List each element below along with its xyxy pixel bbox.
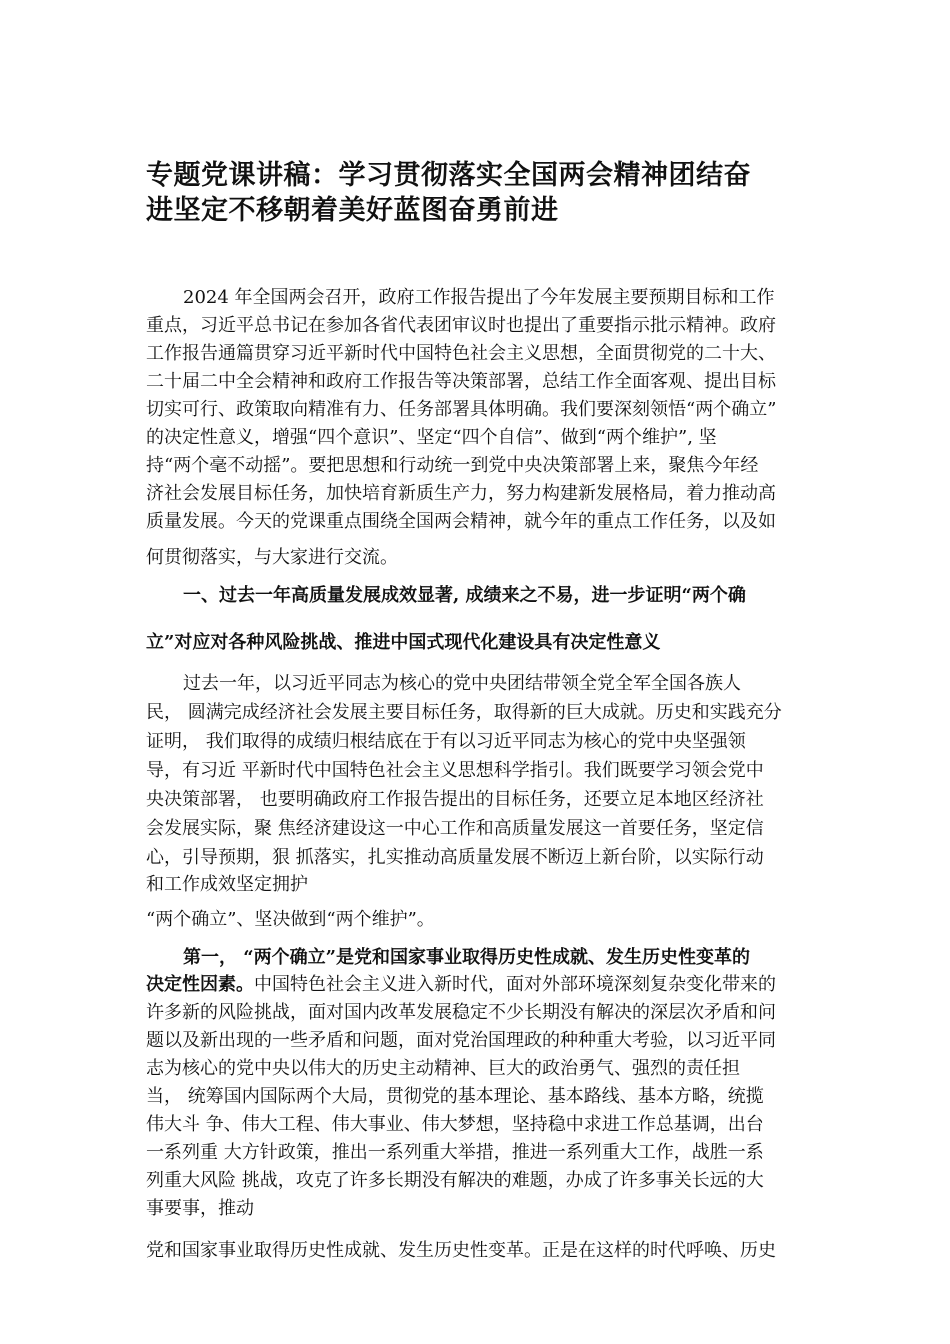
paragraph-line: 导，有习近 平新时代中国特色社会主义思想科学指引。我们既要学习领会党中 (146, 760, 764, 781)
paragraph-bold-lead: 第一， “两个确立”是党和国家事业取得历史性成就、发生历史性变革的 (183, 947, 750, 968)
title-line: 专题党课讲稿：学习贯彻落实全国两会精神团结奋 (146, 160, 751, 191)
paragraph-line: 证明， 我们取得的成绩归根结底在于有以习近平同志为核心的党中央坚强领 (146, 731, 746, 752)
paragraph-line: “两个确立”、坚决做到“两个维护”。 (146, 909, 435, 930)
paragraph-bold-lead: 决定性因素。 (146, 974, 254, 995)
paragraph-text: 中国特色社会主义进入新时代，面对外部环境深刻复杂变化带来的 (254, 974, 776, 995)
paragraph-line: 切实可行、政策取向精准有力、任务部署具体明确。我们要深刻领悟“两个确立” (146, 399, 777, 420)
paragraph-line: 济社会发展目标任务，加快培育新质生产力，努力构建新发展格局，着力推动高 (146, 483, 776, 504)
section-heading-line: 一、过去一年高质量发展成效显著, 成绩来之不易，进一步证明“两个确 (183, 585, 746, 606)
paragraph-line: 会发展实际，聚 焦经济建设这一中心工作和高质量发展这一首要任务，坚定信 (146, 818, 764, 839)
paragraph-line: 一系列重 大方针政策，推出一系列重大举措，推进一系列重大工作，战胜一系 (146, 1142, 764, 1163)
paragraph-line: 何贯彻落实，与大家进行交流。 (146, 547, 398, 568)
paragraph-line: 许多新的风险挑战，面对国内改革发展稳定不少长期没有解决的深层次矛盾和问 (146, 1002, 776, 1023)
paragraph-line: 事要事，推动 (146, 1198, 254, 1219)
paragraph-line: 重点，习近平总书记在参加各省代表团审议时也提出了重要指示批示精神。政府 (146, 315, 776, 336)
title-line: 进坚定不移朝着美好蓝图奋勇前进 (146, 195, 559, 226)
document-title (146, 158, 816, 228)
paragraph-line: 持“两个毫不动摇”。要把思想和行动统一到党中央决策部署上来，聚焦今年经 (146, 455, 759, 476)
paragraph-line: 志为核心的党中央以伟大的历史主动精神、巨大的政治勇气、强烈的责任担 (146, 1058, 740, 1079)
paragraph-line: 2024 年全国两会召开，政府工作报告提出了今年发展主要预期目标和工作 (183, 287, 775, 308)
paragraph-line: 伟大斗 争、伟大工程、伟大事业、伟大梦想，坚持稳中求进工作总基调，出台 (146, 1114, 764, 1135)
paragraph-line: 心，引导预期，狠 抓落实，扎实推动高质量发展不断迈上新台阶，以实际行动 (146, 847, 764, 868)
paragraph-line: 央决策部署， 也要明确政府工作报告提出的目标任务，还要立足本地区经济社 (146, 789, 764, 810)
paragraph-line-mixed (146, 972, 776, 998)
paragraph-line: 过去一年，以习近平同志为核心的党中央团结带领全党全军全国各族人 (183, 673, 741, 694)
paragraph-line: 题以及新出现的一些矛盾和问题，面对党治国理政的种种重大考验，以习近平同 (146, 1030, 776, 1051)
paragraph-line: 民， 圆满完成经济社会发展主要目标任务，取得新的巨大成就。历史和实践充分 (146, 702, 782, 723)
paragraph-line: 质量发展。今天的党课重点围绕全国两会精神，就今年的重点工作任务，以及如 (146, 511, 776, 532)
paragraph-line: 工作报告通篇贯穿习近平新时代中国特色社会主义思想，全面贯彻党的二十大、 (146, 343, 776, 364)
paragraph-line: 二十届二中全会精神和政府工作报告等决策部署，总结工作全面客观、提出目标 (146, 371, 776, 392)
paragraph-line: 的决定性意义，增强“四个意识”、坚定“四个自信”、做到“两个维护”, 坚 (146, 427, 717, 448)
paragraph-line: 列重大风险 挑战，攻克了许多长期没有解决的难题，办成了许多事关长远的大 (146, 1170, 764, 1191)
paragraph-line: 当， 统筹国内国际两个大局，贯彻党的基本理论、基本路线、基本方略，统揽 (146, 1086, 764, 1107)
section-heading-line: 立”对应对各种风险挑战、推进中国式现代化建设具有决定性意义 (146, 632, 661, 653)
paragraph-line: 党和国家事业取得历史性成就、发生历史性变革。正是在这样的时代呼唤、历史 (146, 1240, 776, 1261)
paragraph-line: 和工作成效坚定拥护 (146, 874, 308, 895)
